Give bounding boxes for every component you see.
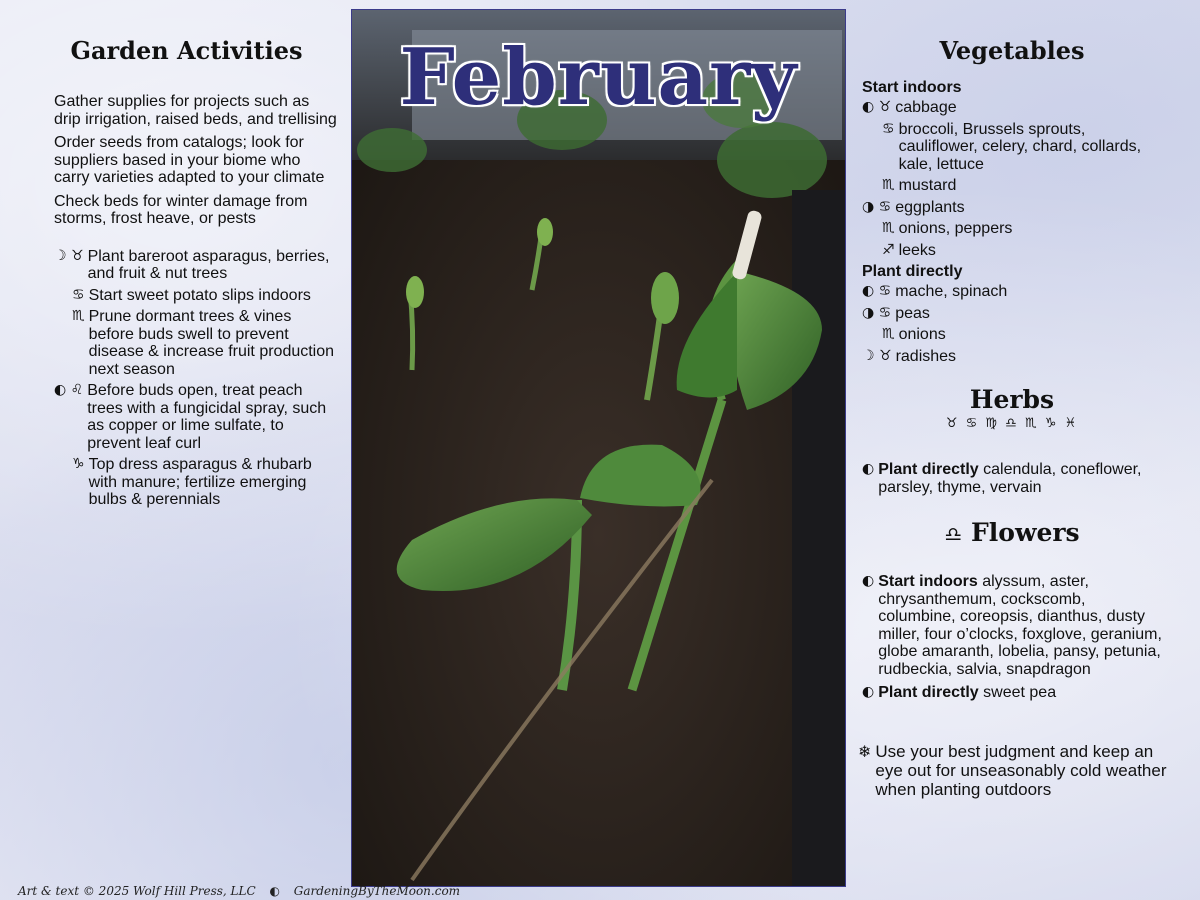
seedling-photo <box>351 9 846 887</box>
vegetable-item: ◐ ♉ cabbage <box>862 99 957 116</box>
flowers-item: ◐ Start indoors alyssum, aster, chrysanthemum, cockscomb, columbine, coreopsis, dianthus, dusty miller, four o’clocks, foxglove, geranium, globe amaranth, lobelia, pansy, petunia, rudbeckia, salvia, snapdragon <box>862 573 1162 678</box>
start-indoors-label: Start indoors <box>862 79 962 96</box>
cancer-icon: ♋ <box>882 120 895 137</box>
activity-paragraph: Order seeds from catalogs; look for suppliers based in your biome who carry varieties adapted to your climate <box>54 134 325 186</box>
vegetable-item: ♐ leeks <box>882 241 936 259</box>
moon-icon: ◐ <box>862 684 875 700</box>
scorpio-icon: ♏ <box>72 308 85 324</box>
garden-activities-title: Garden Activities <box>70 36 303 65</box>
vegetable-item: ♋ broccoli, Brussels sprouts, cauliflower, celery, chard, collards, kale, lettuce <box>882 120 1142 173</box>
moon-leo-icon: ◐ ♌ <box>54 382 84 398</box>
activity-item: ☽ ♉ Plant bareroot asparagus, berries, and fruit & nut trees <box>54 247 330 282</box>
activity-item: ◐ ♌ Before buds open, treat peach trees with a fungicidal spray, such as copper or lime sulfate, to prevent leaf curl <box>54 382 327 452</box>
copyright-text: Art & text © 2025 Wolf Hill Press, LLC <box>18 884 256 898</box>
activity-paragraph: Check beds for winter damage from storms, frost heave, or pests <box>54 192 308 227</box>
vegetable-item: ◑ ♋ eggplants <box>862 198 965 216</box>
flowers-title: ♎ Flowers <box>944 518 1080 547</box>
month-title: February <box>399 32 798 123</box>
herbs-item: ◐ Plant directly calendula, coneflower, parsley, thyme, vervain <box>862 461 1142 496</box>
vegetable-item: ◐ ♋ mache, spinach <box>862 283 1008 300</box>
garden-activities-column <box>54 36 339 513</box>
moon-taurus-icon: ☽ ♉ <box>862 347 892 364</box>
libra-icon: ♎ <box>944 522 963 546</box>
moon-icon: ◐ <box>269 884 280 898</box>
zodiac-signs-icon: ♉ ♋ ♍ ♎ ♏ ♑ ♓ <box>945 416 1079 431</box>
vegetable-item: ♏ onions <box>882 326 946 343</box>
vegetables-title: Vegetables <box>939 36 1085 65</box>
herbs-title: Herbs <box>969 385 1055 414</box>
vegetable-item: ◑ ♋ peas <box>862 304 930 322</box>
activity-item: ♋ Start sweet potato slips indoors <box>72 286 311 304</box>
moon-icon: ◐ <box>862 461 875 477</box>
snowflake-icon: ❄ <box>858 741 872 761</box>
capricorn-icon: ♑ <box>72 456 85 472</box>
moon-cancer-icon: ◐ ♋ <box>862 283 892 299</box>
sagittarius-icon: ♐ <box>882 241 895 258</box>
scorpio-icon: ♏ <box>882 326 895 342</box>
scorpio-icon: ♏ <box>882 220 895 236</box>
activity-item: ♏ Prune dormant trees & vines before buds swell to prevent disease & increase fruit production next season <box>72 308 335 378</box>
website-link[interactable]: GardeningByTheMoon.com <box>293 884 461 898</box>
plant-directly-label: Plant directly <box>862 263 963 280</box>
flowers-item: ◐ Plant directly sweet pea <box>862 684 1057 701</box>
moon-icon: ◐ <box>862 573 875 589</box>
planting-column <box>858 36 1167 799</box>
seedling-illustration <box>352 10 845 886</box>
moon-cancer-icon: ◑ ♋ <box>862 198 892 215</box>
activity-paragraph: Gather supplies for projects such as drip irrigation, raised beds, and trellising <box>54 93 337 128</box>
cold-weather-note: ❄ Use your best judgment and keep an eye out for unseasonably cold weather when planting outdoors <box>858 741 1167 799</box>
vegetable-item: ♏ mustard <box>882 177 957 194</box>
activity-item: ♑ Top dress asparagus & rhubarb with manure; fertilize emerging bulbs & perennials <box>72 456 312 508</box>
vegetable-item: ☽ ♉ radishes <box>862 347 957 365</box>
moon-taurus-icon: ☽ ♉ <box>54 247 84 264</box>
moon-taurus-icon: ◐ ♉ <box>862 99 892 115</box>
scorpio-icon: ♏ <box>882 177 895 193</box>
moon-cancer-icon: ◑ ♋ <box>862 304 892 321</box>
vegetable-item: ♏ onions, peppers <box>882 220 1013 237</box>
cancer-icon: ♋ <box>72 286 85 303</box>
footer <box>18 884 470 898</box>
